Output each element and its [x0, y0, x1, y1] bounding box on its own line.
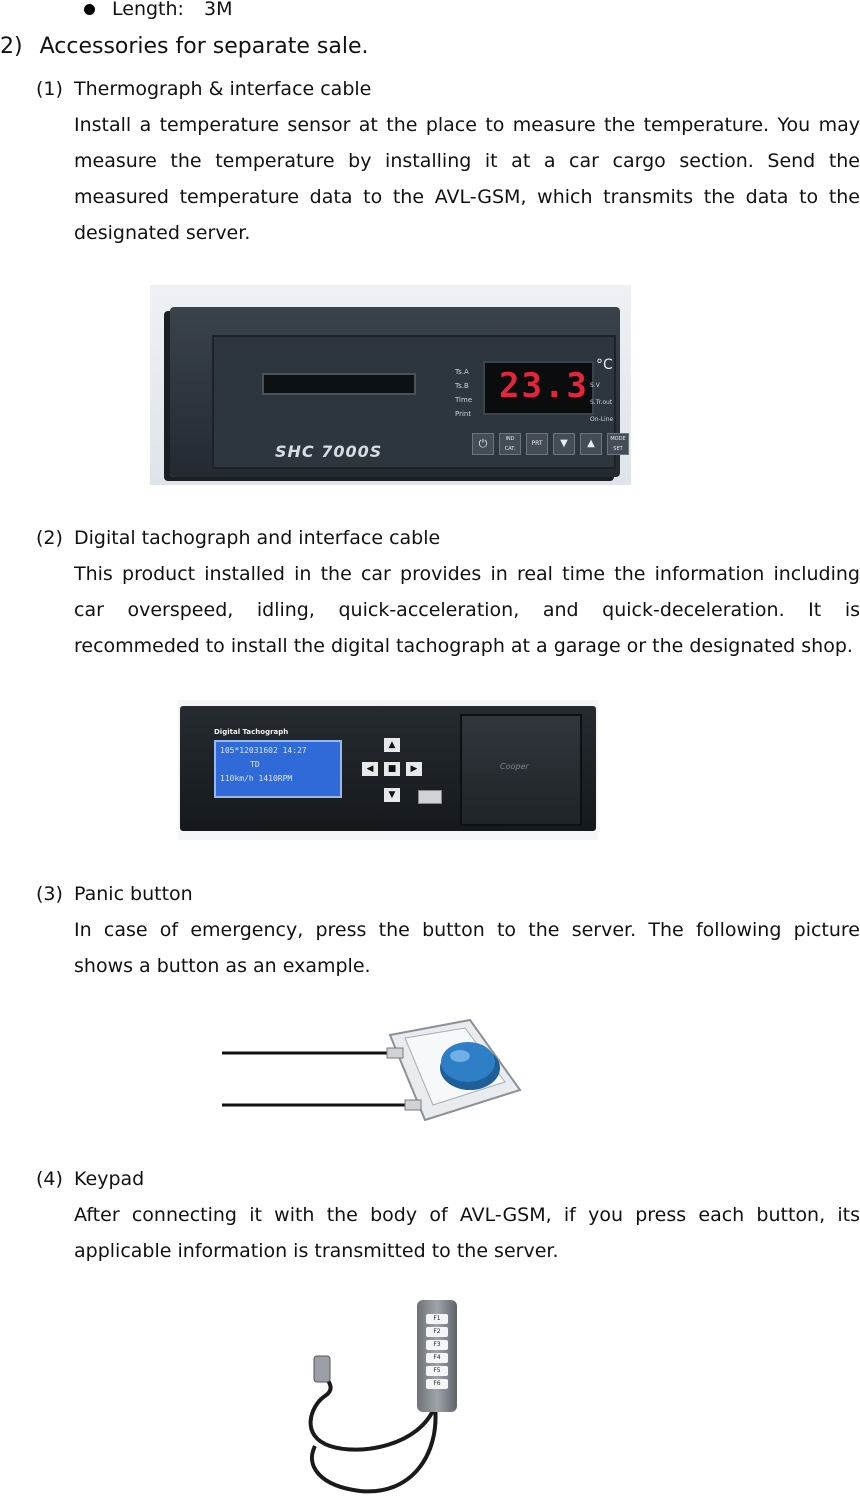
keypad-key-f5[interactable]: F5 [426, 1366, 448, 1376]
thermograph-up-button[interactable]: ▲ [580, 433, 602, 455]
tachograph-right-button[interactable]: ▶ [406, 762, 422, 776]
tachograph-lcd [214, 740, 342, 798]
panic-button-image [215, 990, 535, 1160]
bullet-value: 3M [203, 0, 233, 20]
thermograph-left-labels [455, 365, 472, 421]
thermograph-image [150, 285, 631, 485]
item-3-line-1: In case of emergency, press the button to the server. The following picture [74, 919, 860, 941]
tachograph-center-button[interactable]: ■ [384, 762, 400, 776]
section-title: Accessories for separate sale. [39, 34, 369, 59]
item-4-line-1: After connecting it with the body of AVL-GSM, if you press each button, its [74, 1204, 860, 1226]
tachograph-lcd-line-1: 105*12031602 14:27 [220, 746, 307, 755]
thermograph-label-tsb: Ts.B [455, 382, 469, 390]
keypad-key-f3[interactable]: F3 [426, 1340, 448, 1350]
item-2-line-2: car overspeed, idling, quick-acceleration, and quick-deceleration. It is [74, 599, 860, 621]
item-1-line-4: designated server. [74, 222, 251, 244]
item-2-line-1: This product installed in the car provides in real time the information including [74, 563, 860, 585]
item-1-number: (1) [36, 78, 63, 100]
keypad-key-f6[interactable]: F6 [426, 1379, 448, 1389]
item-1-line-2: measure the temperature by installing it at a car cargo section. Send the [74, 150, 860, 172]
bullet-length-line [112, 0, 232, 27]
tachograph-lcd-line-3: 110km/h 1410RPM [220, 774, 293, 783]
item-3-line-2: shows a button as an example. [74, 955, 371, 977]
tachograph-lcd-line-2: TD [250, 760, 260, 769]
thermograph-brand: SHC 7000S [275, 442, 383, 461]
thermograph-prt-button[interactable]: PRT [526, 433, 548, 455]
keypad-key-f2[interactable]: F2 [426, 1327, 448, 1337]
thermograph-label-print: Print [455, 410, 472, 418]
item-3-title: Panic button [74, 883, 193, 905]
tachograph-down-button[interactable]: ▼ [384, 788, 400, 802]
item-4-number: (4) [36, 1168, 63, 1190]
keypad-body [417, 1300, 457, 1412]
panic-terminal-top [387, 1048, 403, 1058]
thermograph-right-labels [590, 377, 613, 428]
tachograph-up-button[interactable]: ▲ [384, 738, 400, 752]
thermograph-down-button[interactable]: ▼ [553, 433, 575, 455]
item-2-line-3: recommeded to install the digital tachograph at a garage or the designated shop. [74, 635, 853, 657]
item-2-title: Digital tachograph and interface cable [74, 527, 441, 549]
item-2-number: (2) [36, 527, 63, 549]
thermograph-label-sv: S.V [590, 382, 600, 389]
panic-button-cap [441, 1042, 495, 1082]
keypad-key-f4[interactable]: F4 [426, 1353, 448, 1363]
item-3-number: (3) [36, 883, 63, 905]
thermograph-label-tsa: Ts.A [455, 368, 469, 376]
tachograph-left-button[interactable]: ◀ [362, 762, 378, 776]
tachograph-title: Digital Tachograph [214, 728, 289, 736]
thermograph-label-time: Time [455, 396, 473, 404]
thermograph-power-button[interactable]: ⏻ [472, 433, 494, 455]
thermograph-label-str: S.Tr.out [590, 399, 613, 406]
tachograph-brand: Cooper [500, 762, 529, 771]
usb-port-icon [418, 790, 442, 804]
thermograph-ind-button[interactable]: IND CAT. [499, 433, 521, 455]
section-heading [0, 34, 368, 59]
thermograph-unit: °C [596, 357, 613, 373]
keypad-image [300, 1296, 470, 1501]
bullet-label: Length: [112, 0, 184, 20]
item-4-line-2: applicable information is transmitted to the server. [74, 1240, 559, 1262]
tachograph-image [178, 700, 598, 840]
item-1-title: Thermograph & interface cable [74, 78, 372, 100]
thermograph-button-row [472, 433, 629, 455]
item-1-line-3: measured temperature data to the AVL-GSM, which transmits the data to the [74, 186, 860, 208]
thermograph-label-online: On-Line [590, 416, 614, 423]
keypad-key-f1[interactable]: F1 [426, 1314, 448, 1324]
item-1-line-1: Install a temperature sensor at the place to measure the temperature. You may [74, 114, 860, 136]
item-4-title: Keypad [74, 1168, 145, 1190]
thermograph-mode-button[interactable]: MODE SET [607, 433, 629, 455]
section-number: 2) [0, 34, 23, 59]
thermograph-display [483, 361, 594, 415]
panic-button-highlight [450, 1050, 470, 1062]
thermograph-printer-slot [262, 373, 416, 395]
thermograph-display-value: 23.3 [499, 366, 589, 406]
bullet-dot [84, 4, 95, 15]
panic-terminal-bottom [405, 1100, 421, 1110]
